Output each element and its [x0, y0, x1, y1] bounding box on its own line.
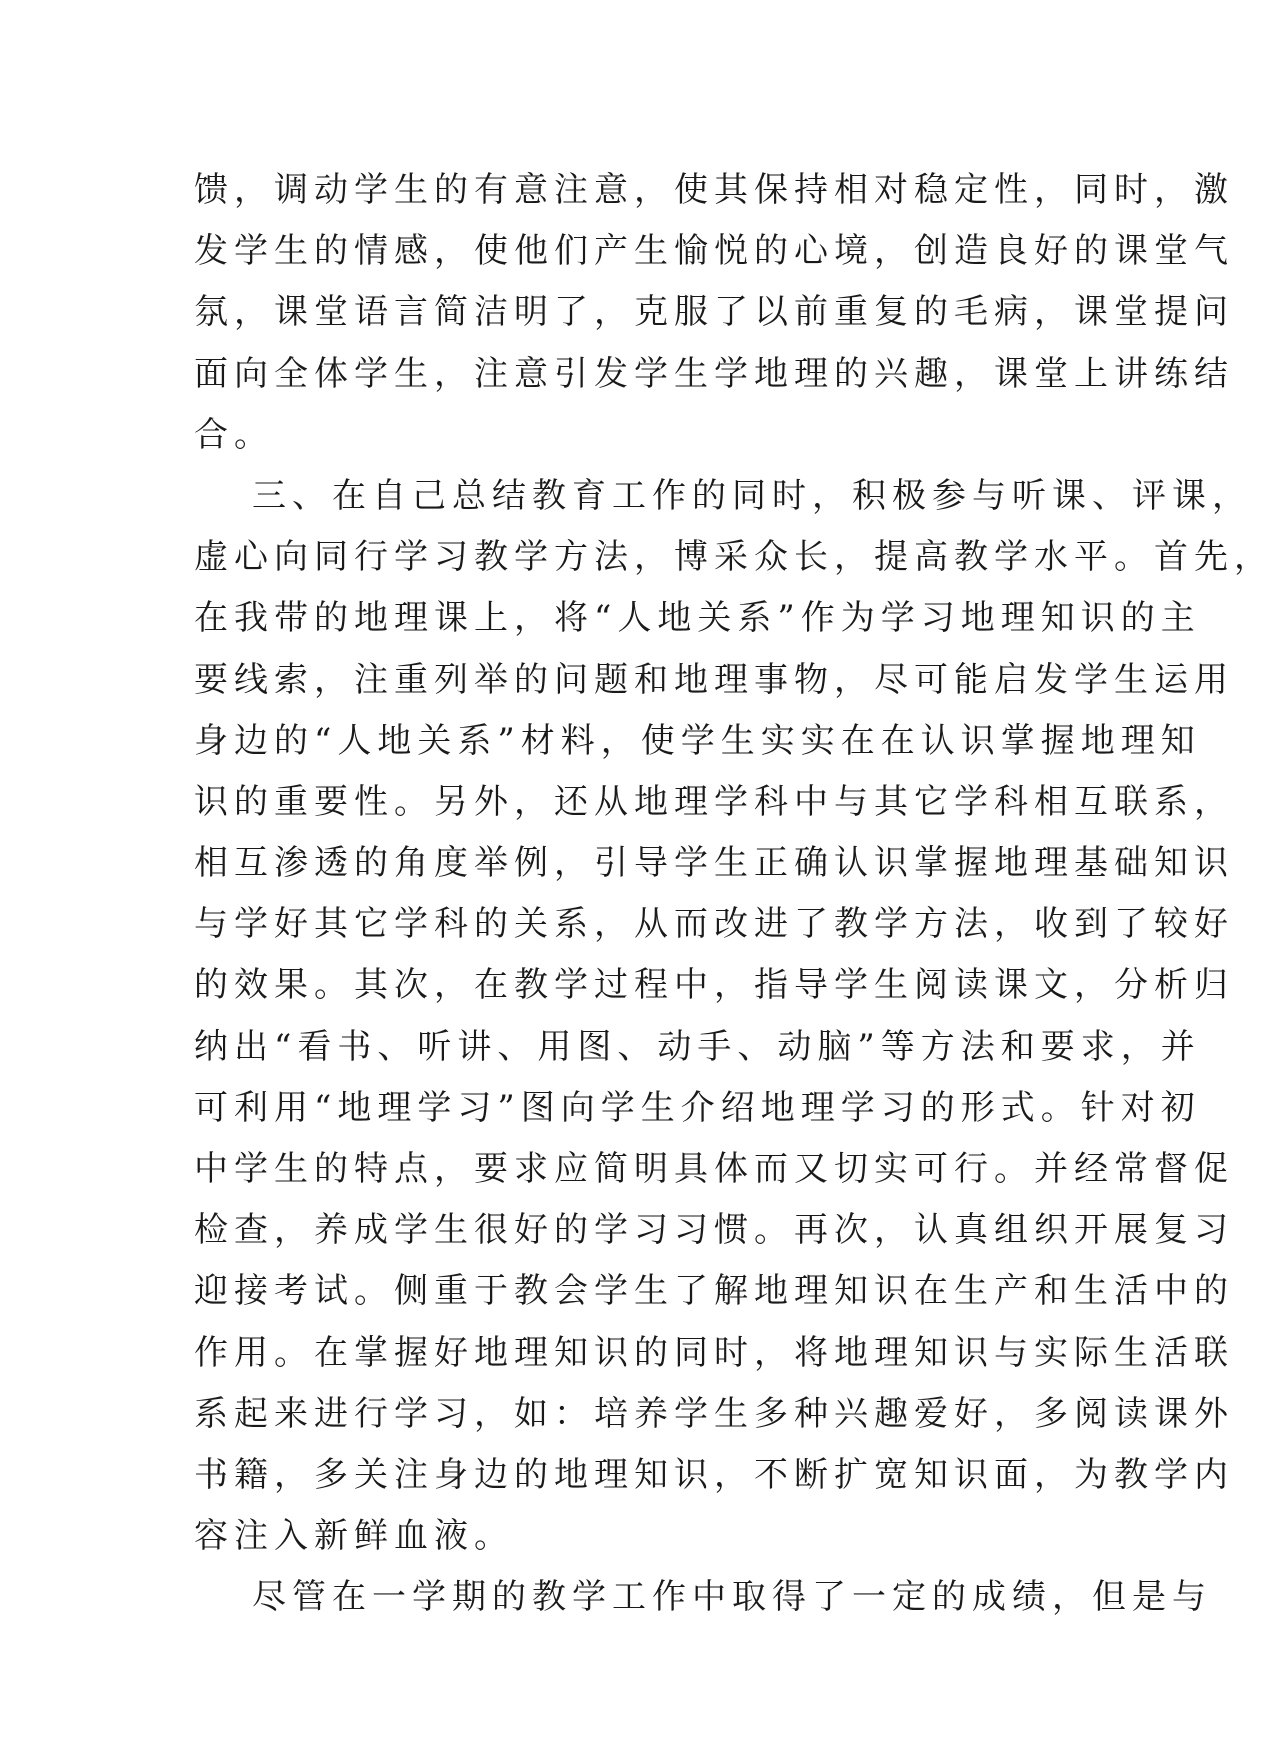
- text-line: 迎接考试。侧重于教会学生了解地理知识在生产和生活中的: [194, 1271, 1234, 1312]
- text-line: 的效果。其次，在教学过程中，指导学生阅读课文，分析归: [194, 965, 1234, 1006]
- text-line: 三、在自己总结教育工作的同时，积极参与听课、评课，: [252, 475, 1252, 516]
- paragraph-continued: [194, 160, 1234, 466]
- text-line: 识的重要性。另外，还从地理学科中与其它学科相互联系，: [194, 781, 1234, 822]
- text-line: 面向全体学生，注意引发学生学地理的兴趣，课堂上讲练结: [194, 353, 1234, 394]
- text-line: 与学好其它学科的关系，从而改进了教学方法，收到了较好: [194, 904, 1234, 945]
- text-line: 可利用“地理学习”图向学生介绍地理学习的形式。针对初: [194, 1087, 1201, 1128]
- text-line: 馈，调动学生的有意注意，使其保持相对稳定性，同时，激: [194, 170, 1234, 210]
- paragraph-section-three: [194, 466, 1274, 1567]
- text-line: 合。: [194, 414, 274, 455]
- text-line: 中学生的特点，要求应简明具体而又切实可行。并经常督促: [194, 1149, 1234, 1189]
- text-line: 纳出“看书、听讲、用图、动手、动脑”等方法和要求，并: [194, 1026, 1201, 1067]
- body-text: [194, 160, 1274, 1629]
- text-line: 容注入新鲜血液。: [194, 1516, 514, 1557]
- text-line: 要线索，注重列举的问题和地理事物，尽可能启发学生运用: [194, 659, 1234, 700]
- text-line: 系起来进行学习，如：培养学生多种兴趣爱好，多阅读课外: [194, 1393, 1234, 1434]
- text-line: 相互渗透的角度举例，引导学生正确认识掌握地理基础知识: [194, 843, 1234, 884]
- text-line: 氛，课堂语言简洁明了，克服了以前重复的毛病，课堂提问: [194, 292, 1234, 333]
- paragraph-conclusion: [194, 1567, 1212, 1628]
- text-line: 书籍，多关注身边的地理知识，不断扩宽知识面，为教学内: [194, 1454, 1234, 1495]
- text-line: 虚心向同行学习教学方法，博采众长，提高教学水平。首先，: [194, 537, 1274, 578]
- text-line: 发学生的情感，使他们产生愉悦的心境，创造良好的课堂气: [194, 231, 1234, 272]
- text-line: 在我带的地理课上，将“人地关系”作为学习地理知识的主: [194, 598, 1201, 639]
- text-line: 尽管在一学期的教学工作中取得了一定的成绩，但是与: [252, 1577, 1212, 1618]
- text-line: 作用。在掌握好地理知识的同时，将地理知识与实际生活联: [194, 1332, 1234, 1373]
- text-line: 身边的“人地关系”材料，使学生实实在在认识掌握地理知: [194, 720, 1201, 761]
- text-line: 检查，养成学生很好的学习习惯。再次，认真组织开展复习: [194, 1210, 1234, 1251]
